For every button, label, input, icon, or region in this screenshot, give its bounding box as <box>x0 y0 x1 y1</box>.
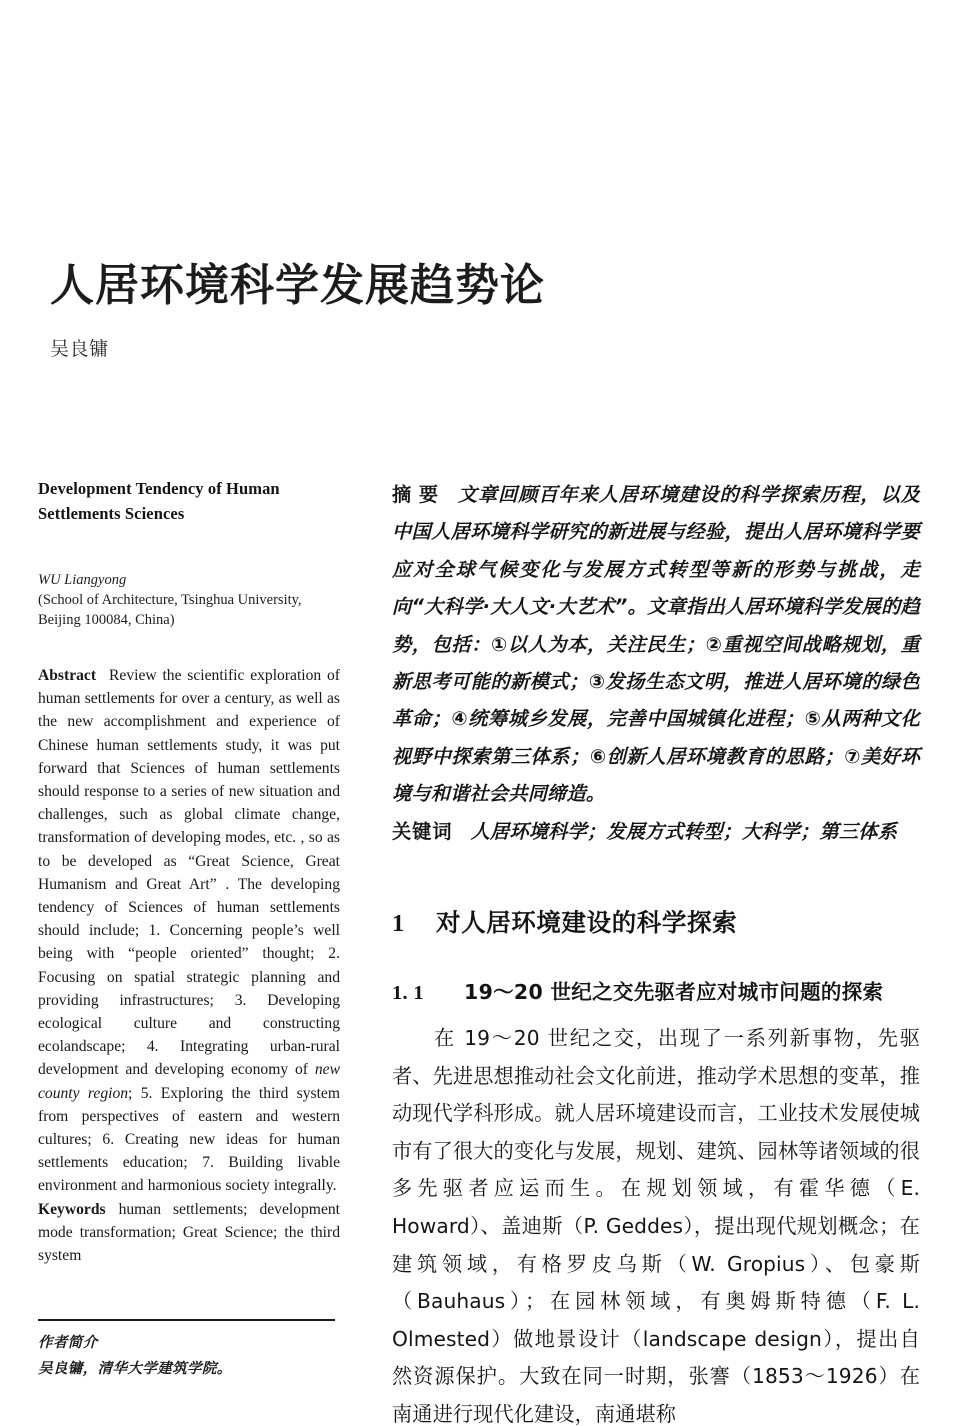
english-keywords <box>38 1198 340 1268</box>
chinese-keywords <box>392 813 920 850</box>
abstract-text-italic: new county region <box>38 1061 340 1102</box>
chinese-abstract <box>392 476 920 813</box>
chinese-abstract-text: 文章回顾百年来人居环境建设的科学探索历程，以及中国人居环境科学研究的新进展与经验，提出人居环境科学要应对全球气候变化与发展方式转型等新的形势与挑战，走向“大科学·大人文·大艺术”。文章指出人居环境科学发展的趋势，包括：①以人为本，关注民生；②重视空间战略规划，重新思考可能的新模式；③发扬生态文明，推进人居环境的绿色革命；④统筹城乡发展，完善中国城镇化进程；⑤从两种文化视野中探索第三体系；⑥创新人居环境教育的思路；⑦美好环境与和谐社会共同缔造。 <box>392 483 920 806</box>
page-title: 人居环境科学发展趋势论 <box>50 260 545 311</box>
author-bio <box>38 1330 340 1382</box>
chinese-abstract-label: 摘要 <box>392 483 446 506</box>
section-heading-1-1 <box>392 975 920 1010</box>
english-abstract <box>38 664 340 1198</box>
section-number-1-1: 1. 1 <box>392 982 424 1005</box>
abstract-text-part1: Review the scientific exploration of human settlements for over a century, as well as the new accomplishment and experience of Chinese human settlements study, it was put forward that Sciences of human settlements should response to a series of new situation and challenges, such as global climate change, transformation of developing modes, etc. , so as to be developed as “Great Science, Great Humanism and Great Art” . The developing tendency of Sciences of human settlements should include; 1. Concerning people’s well being with “people oriented” thought; 2. Focusing on spatial strategic planning and providing infrastructures; 3. Developing ecological culture and constructing ecolandscape; 4. Integrating urban-rural development and developing economy of <box>38 667 340 1079</box>
english-author-block <box>38 570 340 630</box>
section-title-1: 对人居环境建设的科学探索 <box>436 908 738 938</box>
abstract-text-part2: ; 5. Exploring the third system from perspectives of eastern and western cultures; 6. Creating new ideas for human settlements education; 7. Building livable environment and harmonious society integrally. <box>38 1084 340 1195</box>
section-heading-1 <box>392 906 920 941</box>
english-affiliation: (School of Architecture, Tsinghua University, Beijing 100084, China) <box>38 592 302 628</box>
bio-divider <box>38 1319 335 1321</box>
english-author-name: WU Liangyong <box>38 572 127 588</box>
body-paragraph: 在 19～20 世纪之交，出现了一系列新事物，先驱者、先进思想推动社会文化前进，推动学术思想的变革，推动现代学科形成。就人居环境建设而言，工业技术发展使城市有了很大的变化与发展，规划、建筑、园林等诸领域的很多先驱者应运而生。在规划领域，有霍华德（E. Howard）、盖迪斯（P. Geddes），提出现代规划概念；在建筑领域，有格罗皮乌斯（W. Gropius）、包豪斯（Bauhaus）；在园林领域，有奥姆斯特德（F. L. Olmested）做地景设计（landscape design），提出自然资源保护。大致在同一时期，张謇（1853～1926）在南通进行现代化建设，南通堪称 <box>392 1026 920 1426</box>
masthead <box>50 258 930 362</box>
english-title: Development Tendency of Human Settlements Sciences <box>38 479 280 523</box>
chinese-keywords-text: 人居环境科学；发展方式转型；大科学；第三体系 <box>470 819 898 843</box>
left-column-english <box>38 476 340 1382</box>
chinese-keywords-label: 关键词 <box>392 819 453 843</box>
keywords-label: Keywords <box>38 1200 106 1218</box>
section-title-1-1: 19～20 世纪之交先驱者应对城市问题的探索 <box>464 980 884 1005</box>
keywords-text: human settlements; development mode transformation; Great Science; the third system <box>38 1200 340 1265</box>
author-name: 吴良镛 <box>50 338 109 360</box>
bio-text: 吴良镛，清华大学建筑学院。 <box>38 1361 232 1378</box>
abstract-label: Abstract <box>38 667 97 684</box>
section-number-1: 1 <box>392 910 405 938</box>
bio-heading: 作者简介 <box>38 1335 98 1352</box>
right-column-chinese <box>392 476 920 1426</box>
